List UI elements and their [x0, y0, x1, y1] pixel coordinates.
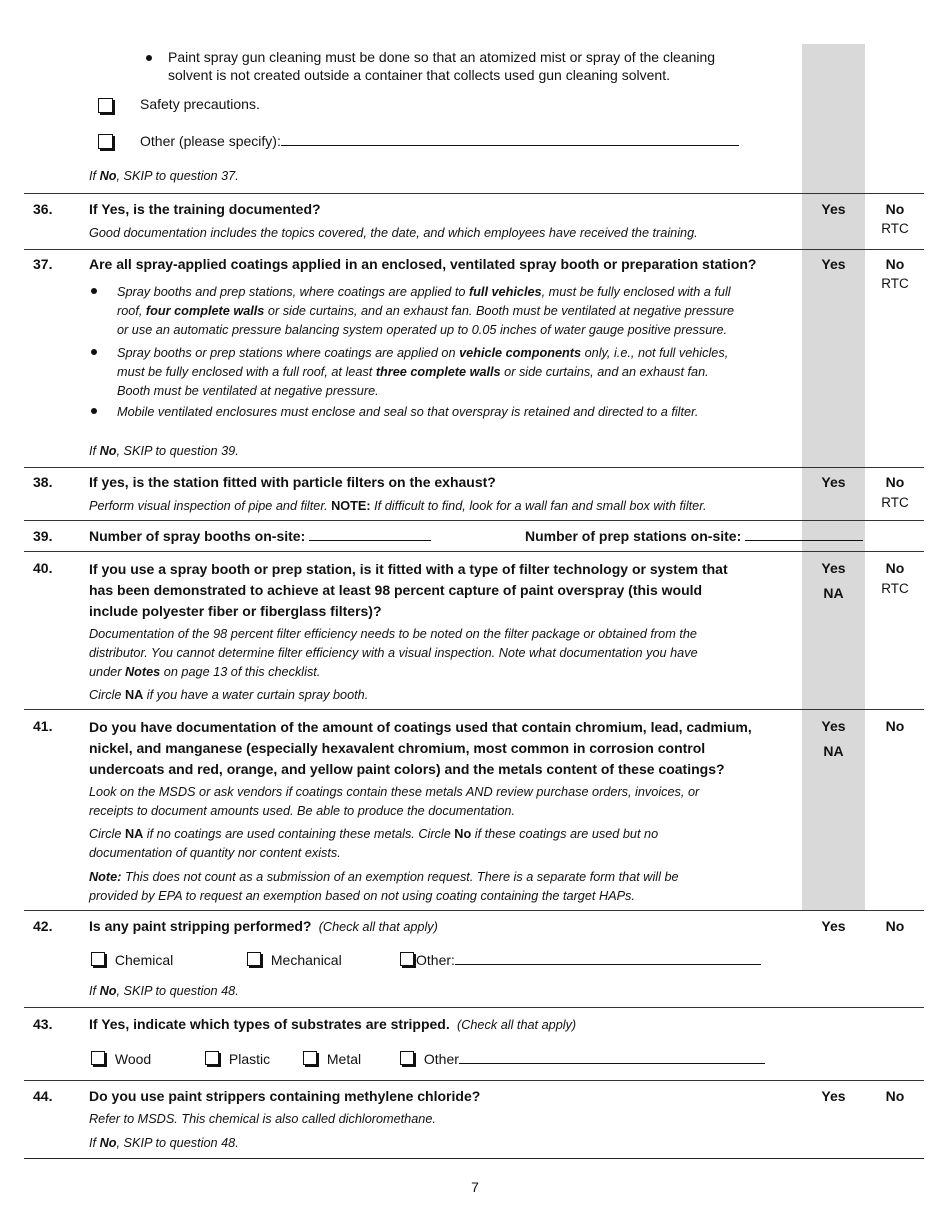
- safety-checkbox[interactable]: [98, 98, 113, 113]
- stripping-other-option[interactable]: Other:: [400, 951, 761, 969]
- divider: [24, 467, 924, 468]
- divider: [24, 709, 924, 710]
- page-number: 7: [471, 1179, 479, 1195]
- question-number: 44.: [33, 1088, 53, 1104]
- question-text: Is any paint stripping performed? (Check all that apply): [89, 918, 438, 934]
- question-number: 38.: [33, 474, 53, 490]
- rtc-option[interactable]: RTC: [881, 495, 909, 510]
- divider: [24, 551, 924, 552]
- wood-checkbox[interactable]: [91, 1051, 105, 1065]
- other-specify-field[interactable]: [281, 133, 739, 146]
- na-option[interactable]: NA: [823, 743, 844, 759]
- mechanical-checkbox[interactable]: [247, 952, 261, 966]
- yes-option[interactable]: Yes: [821, 718, 846, 734]
- question-note: Look on the MSDS or ask vendors if coatings contain these metals AND review purchase orders, invoices, or receipts to document amounts used. Be able to produce the documentation.: [89, 785, 700, 818]
- no-option[interactable]: No: [885, 718, 905, 734]
- question-text: If yes, is the station fitted with particle filters on the exhaust?: [89, 474, 496, 490]
- no-option[interactable]: No: [885, 1088, 905, 1104]
- stripping-mechanical-option[interactable]: Mechanical: [247, 951, 342, 969]
- bullet-mobile-enclosures: Mobile ventilated enclosures must enclose and seal so that overspray is retained and directed to a filter.: [117, 405, 699, 419]
- divider: [24, 1007, 924, 1008]
- na-option[interactable]: NA: [823, 585, 844, 601]
- skip-note: If No, SKIP to question 39.: [89, 444, 239, 458]
- prep-stations-label: Number of prep stations on-site:: [525, 527, 863, 545]
- rtc-option[interactable]: RTC: [881, 581, 909, 596]
- prep-stations-field[interactable]: [745, 528, 863, 541]
- intro-bullet-text: Paint spray gun cleaning must be done so that an atomized mist or spray of the cleaning solvent is not created outside a container that collects used gun cleaning solvent.: [168, 49, 716, 84]
- rtc-option[interactable]: RTC: [881, 221, 909, 236]
- bullet: [91, 349, 97, 355]
- bullet: [146, 55, 152, 61]
- question-note: Refer to MSDS. This chemical is also called dichloromethane.: [89, 1112, 436, 1126]
- question-note: Good documentation includes the topics covered, the date, and which employees have received the training.: [89, 226, 698, 240]
- question-text: If Yes, indicate which types of substrates are stripped. (Check all that apply): [89, 1016, 577, 1032]
- bullet-full-vehicles: Spray booths and prep stations, where coatings are applied to full vehicles, must be fully enclosed with a full roof, four complete walls or side curtains, and an exhaust fan. Booth must be ventilated at negative pressure or use an automatic pressure balancing system operated up to 0.05 inches of water gauge positive pressure.: [117, 285, 735, 337]
- bullet: [91, 288, 97, 294]
- bullet-vehicle-components: Spray booths or prep stations where coatings are applied on vehicle components only, i.e., not full vehicles, must be fully enclosed with a full roof, at least three complete walls or side curtains, and an exhaust fan. Booth must be ventilated at negative pressure.: [117, 346, 729, 398]
- spray-booths-label: Number of spray booths on-site:: [89, 527, 431, 545]
- circle-na-note: Circle NA if you have a water curtain spray booth.: [89, 688, 369, 702]
- plastic-checkbox[interactable]: [205, 1051, 219, 1065]
- divider: [24, 1080, 924, 1081]
- stripping-other-field[interactable]: [455, 952, 761, 965]
- yes-option[interactable]: Yes: [821, 918, 846, 934]
- skip-note: If No, SKIP to question 48.: [89, 1136, 239, 1150]
- yes-option[interactable]: Yes: [821, 474, 846, 490]
- question-text: Do you have documentation of the amount of coatings used that contain chromium, lead, cadmium, nickel, and manganese (especially hexavalent chromium, most common in corrosion control undercoats and red, orange, and yellow paint colors) and the metals content of these coatings?: [89, 719, 752, 777]
- question-number: 37.: [33, 256, 53, 272]
- divider: [24, 520, 924, 521]
- substrate-other-field[interactable]: [459, 1051, 765, 1064]
- yes-option[interactable]: Yes: [821, 256, 846, 272]
- question-number: 36.: [33, 201, 53, 217]
- intro-skip-note: If No, SKIP to question 37.: [89, 169, 239, 183]
- no-option[interactable]: No: [885, 560, 905, 576]
- other-checkbox[interactable]: [400, 1051, 414, 1065]
- no-option[interactable]: No: [885, 201, 905, 217]
- divider: [24, 910, 924, 911]
- substrate-wood-option[interactable]: Wood: [91, 1050, 151, 1068]
- circle-na-note: Circle NA if no coatings are used containing these metals. Circle No if these coatings are used but no documentation of quantity nor content exists.: [89, 827, 659, 860]
- no-option[interactable]: No: [885, 918, 905, 934]
- question-text: Do you use paint strippers containing methylene chloride?: [89, 1088, 481, 1104]
- question-number: 43.: [33, 1016, 53, 1032]
- question-note: Perform visual inspection of pipe and filter. NOTE: If difficult to find, look for a wall fan and small box with filter.: [89, 499, 707, 513]
- other-checkbox[interactable]: [98, 134, 113, 149]
- yes-option[interactable]: Yes: [821, 201, 846, 217]
- question-number: 39.: [33, 528, 53, 544]
- exemption-note: Note: This does not count as a submission of an exemption request. There is a separate form that will be provided by EPA to request an exemption based on not using coating containing the target HAPs.: [89, 870, 679, 903]
- divider: [24, 1158, 924, 1159]
- divider: [24, 193, 924, 194]
- stripping-chemical-option[interactable]: Chemical: [91, 951, 173, 969]
- question-text: If Yes, is the training documented?: [89, 201, 321, 217]
- other-label: Other (please specify):: [140, 132, 739, 150]
- yes-option[interactable]: Yes: [821, 560, 846, 576]
- bullet: [91, 408, 97, 414]
- question-text: If you use a spray booth or prep station, is it fitted with a type of filter technology or system that has been demonstrated to achieve at least 98 percent capture of paint overspray (this would include polyester fiber or fiberglass filters)?: [89, 561, 728, 619]
- question-number: 42.: [33, 918, 53, 934]
- substrate-plastic-option[interactable]: Plastic: [205, 1050, 270, 1068]
- metal-checkbox[interactable]: [303, 1051, 317, 1065]
- spray-booths-field[interactable]: [309, 528, 431, 541]
- safety-label: Safety precautions.: [140, 96, 260, 112]
- skip-note: If No, SKIP to question 48.: [89, 984, 239, 998]
- substrate-other-option[interactable]: Other: [400, 1050, 765, 1068]
- chemical-checkbox[interactable]: [91, 952, 105, 966]
- question-number: 40.: [33, 560, 53, 576]
- yes-option[interactable]: Yes: [821, 1088, 846, 1104]
- substrate-metal-option[interactable]: Metal: [303, 1050, 361, 1068]
- divider: [24, 249, 924, 250]
- rtc-option[interactable]: RTC: [881, 276, 909, 291]
- question-number: 41.: [33, 718, 53, 734]
- question-text: Are all spray-applied coatings applied in an enclosed, ventilated spray booth or preparation station?: [89, 256, 757, 272]
- question-note: Documentation of the 98 percent filter efficiency needs to be noted on the filter package or obtained from the distributor. You cannot determine filter efficiency with a visual inspection. Note what documentation you have under Notes on page 13 of this checklist.: [89, 627, 698, 679]
- no-option[interactable]: No: [885, 474, 905, 490]
- no-option[interactable]: No: [885, 256, 905, 272]
- other-checkbox[interactable]: [400, 952, 414, 966]
